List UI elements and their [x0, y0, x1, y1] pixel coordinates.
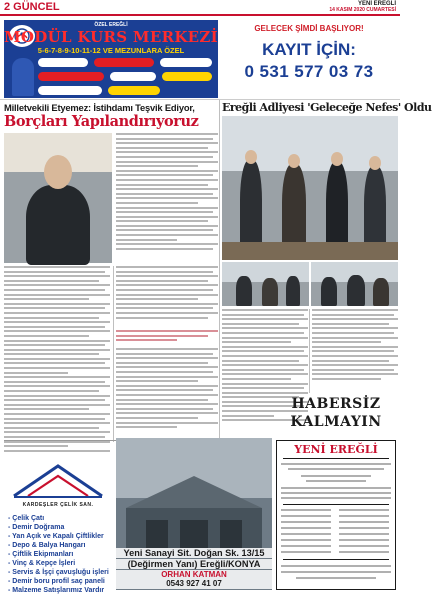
imprint-line — [281, 487, 391, 489]
imprint-line — [281, 551, 331, 553]
imprint-line — [306, 480, 366, 482]
workshop-phone[interactable]: 0543 927 41 07 — [116, 579, 272, 589]
photo-subject — [286, 276, 300, 306]
stay-informed-word1: HABERSİZ — [291, 396, 381, 412]
imprint-line — [281, 492, 391, 494]
imprint-line — [339, 515, 389, 517]
steel-service-item: - Çiftlik Ekipmanları — [8, 551, 74, 558]
photo-subject-head — [288, 154, 300, 168]
imprint-line — [339, 545, 389, 547]
photo-subject — [236, 276, 252, 306]
feature-pill — [94, 58, 154, 67]
register-note: GELECEK ŞİMDİ BAŞLIYOR! — [254, 24, 364, 33]
ad-eyebrow: ÖZEL EREĞLİ — [94, 22, 128, 28]
feature-pill — [162, 72, 212, 81]
steel-company-name: KARDEŞLER ÇELİK SAN. — [22, 502, 94, 508]
section-rule — [219, 100, 220, 440]
feature-pill — [108, 86, 160, 95]
steel-service-item: - Depo & Balya Hangarı — [8, 542, 86, 549]
workshop-address-line1: Yeni Sanayi Sit. Doğan Sk. 13/15 — [116, 548, 272, 558]
steel-service-item: - Malzeme Satışlarımız Vardır — [8, 587, 105, 594]
steel-service-item: - Demir boru profil saç paneli — [8, 578, 105, 585]
photo-ground — [222, 242, 398, 260]
imprint-line — [339, 509, 389, 511]
paper-name: YENİ EREĞLİ — [357, 1, 396, 7]
page-folio — [0, 0, 400, 16]
imprint-line — [281, 571, 391, 573]
workshop-address-ad[interactable] — [116, 438, 272, 590]
column-rule — [113, 266, 114, 442]
photo-subject-head — [245, 150, 257, 164]
workshop-address-line2: (Değirmen Yanı) Ereğli/KONYA — [116, 559, 272, 569]
tree-planting-photo-2 — [222, 262, 309, 306]
story-left-kicker: Milletvekili Etyemez: İstihdamı Teşvik Ediyor, — [4, 102, 195, 113]
feature-pill — [160, 58, 212, 67]
mp-photo — [4, 133, 112, 263]
tree-planting-photo-3 — [311, 262, 398, 306]
imprint-line — [288, 468, 384, 470]
imprint-line — [281, 533, 331, 535]
register-label: KAYIT İÇİN: — [262, 40, 356, 59]
steel-ad-header[interactable] — [4, 452, 112, 512]
top-banner-ad[interactable] — [0, 18, 400, 100]
workshop-owner-name: ORHAN KATMAN — [116, 570, 272, 579]
imprint-line — [296, 577, 376, 579]
imprint-line — [339, 533, 389, 535]
imprint-rule — [283, 559, 389, 560]
ad-grades: 5-6-7-8-9-10-11-12 VE MEZUNLARA ÖZEL — [37, 46, 185, 55]
ad-title: MODÜL KURS MERKEZİ — [4, 28, 218, 46]
photo-subject — [347, 275, 365, 306]
imprint-title: YENİ EREĞLİ — [294, 443, 378, 456]
story-left-headline: Borçları Yapılandırıyoruz — [4, 113, 199, 130]
photo-subject-head — [331, 152, 343, 166]
feature-pill — [38, 58, 88, 67]
page-label: 2 GÜNCEL — [4, 1, 60, 13]
photo-subject — [373, 278, 389, 306]
feature-pill — [38, 86, 102, 95]
feature-pill — [110, 72, 156, 81]
imprint-line — [339, 527, 389, 529]
steel-service-list — [8, 514, 112, 595]
register-phone[interactable]: 0 531 577 03 73 — [244, 62, 374, 81]
steel-service-item: - Demir Doğrama — [8, 524, 65, 531]
steel-service-item: - Servis & İşçi çavuşluğu işleri — [8, 569, 109, 576]
story-right-col-2 — [312, 309, 398, 393]
imprint-line — [281, 497, 391, 499]
registration-ad[interactable] — [222, 20, 396, 98]
steel-service-item: - Çelik Çatı — [8, 515, 45, 522]
student-figure — [12, 58, 34, 96]
steel-service-item: - Yan Açık ve Kapalı Çiftlikler — [8, 533, 104, 540]
photo-subject-head — [44, 155, 72, 189]
imprint-line — [281, 539, 331, 541]
photo-subject — [321, 277, 337, 306]
imprint-box — [276, 440, 396, 590]
imprint-line — [281, 565, 391, 567]
story-right-headline: Ereğli Adliyesi 'Geleceğe Nefes' Oldu — [222, 101, 432, 114]
imprint-line — [281, 545, 331, 547]
photo-subject-head — [369, 156, 381, 170]
imprint-rule — [283, 504, 389, 505]
imprint-line — [281, 521, 331, 523]
tree-planting-photo — [222, 116, 398, 260]
stay-informed-word2: KALMAYIN — [290, 414, 382, 430]
workshop-building-graphic — [116, 468, 272, 548]
imprint-line — [281, 515, 331, 517]
imprint-line — [281, 463, 391, 465]
story-left-col-2b — [116, 348, 218, 440]
imprint-rule — [283, 458, 389, 459]
course-ad[interactable] — [4, 20, 218, 98]
ad-feature-pills — [38, 58, 214, 96]
imprint-line — [339, 539, 389, 541]
folio-right — [329, 1, 396, 13]
story-left-col-2a — [116, 266, 218, 328]
photo-subject — [262, 278, 278, 306]
photo-subject — [26, 185, 90, 265]
column-rule — [309, 309, 310, 393]
imprint-line — [339, 521, 389, 523]
imprint-line — [339, 551, 389, 553]
steel-services-ad[interactable] — [4, 514, 112, 594]
imprint-line — [301, 475, 371, 477]
feature-pill — [38, 72, 104, 81]
issue-date: 14 KASIM 2020 CUMARTESİ — [329, 7, 396, 13]
steel-service-item: - Vinç & Kepçe İşleri — [8, 560, 76, 567]
imprint-line — [281, 527, 331, 529]
story-left-col-top — [116, 133, 218, 263]
stay-informed-ad[interactable] — [276, 394, 396, 438]
imprint-line — [281, 509, 331, 511]
